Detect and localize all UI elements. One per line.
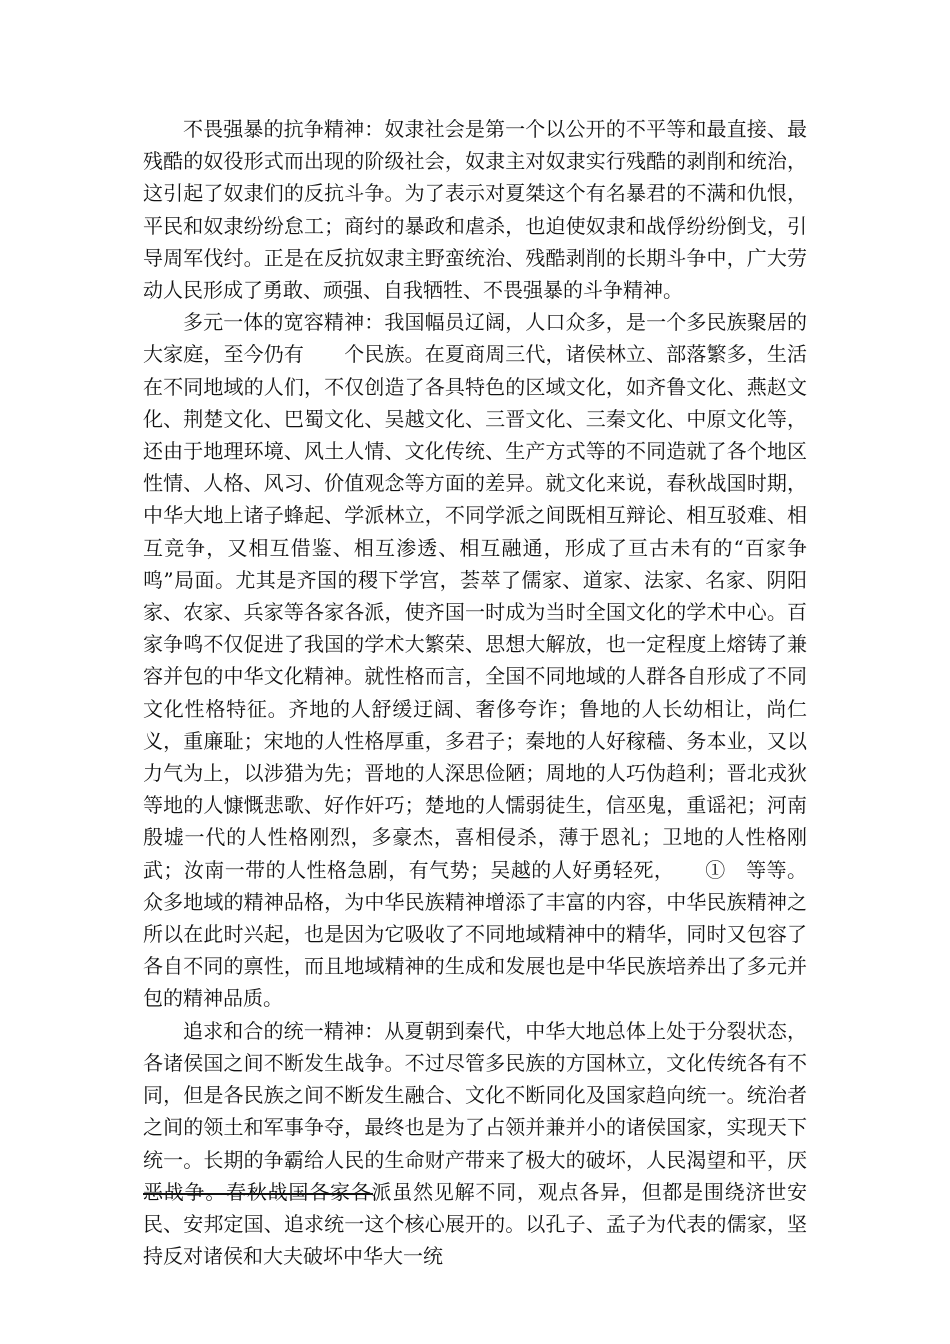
paragraph-resistance-spirit: 不畏强暴的抗争精神：奴隶社会是第一个以公开的不平等和最直接、最残酷的奴役形式而出现的阶级社会，奴隶主对奴隶实行残酷的剥削和统治，这引起了奴隶们的反抗斗争。为了表示对夏桀这个有名暴君的不满和仇恨，平民和奴隶纷纷怠工；商纣的暴政和虐杀，也迫使奴隶和战俘纷纷倒戈，引导周军伐纣。正是在反抗奴隶主野蛮统治、残酷剥削的长期斗争中，广大劳动人民形成了勇敢、顽强、自我牺牲、不畏强暴的斗争精神。 [143,117,807,303]
paragraph-tolerance-spirit: 多元一体的宽容精神：我国幅员辽阔，人口众多，是一个多民族聚居的大家庭，至今仍有 个民族。在夏商周三代，诸侯林立、部落繁多，生活在不同地域的人们，不仅创造了各具特色的区域文化，如齐鲁文化、燕赵文化、荆楚文化、巴蜀文化、吴越文化、三晋文化、三秦文化、中原文化等，还由于地理环境、风土人情、文化传统、生产方式等的不同造就了各个地区性情、人格、风习、价值观念等方面的差异。就文化来说，春秋战国时期，中华大地上诸子蜂起、学派林立，不同学派之间既相互辩论、相互驳难、相互竞争，又相互借鉴、相互渗透、相互融通，形成了亘古未有的“百家争鸣”局面。尤其是齐国的稷下学宫，荟萃了儒家、道家、法家、名家、阴阳家、农家、兵家等各家各派，使齐国一时成为当时全国文化的学术中心。百家争鸣不仅促进了我国的学术大繁荣、思想大解放，也一定程度上熔铸了兼容并包的中华文化精神。就性格而言，全国不同地域的人群各自形成了不同文化性格特征。齐地的人舒缓迂阔、奢侈夸诈；鲁地的人长幼相让，尚仁义，重廉耻；宋地的人性格厚重，多君子；秦地的人好稼穑、务本业，又以力气为上，以涉猎为先；晋地的人深思俭陋；周地的人巧伪趋利；晋北戎狄等地的人慷慨悲歌、好作奸巧；楚地的人懦弱徒生，信巫鬼，重谣祀；河南殷墟一代的人性格刚烈，多豪杰，喜相侵杀，薄于恩礼；卫地的人性格刚武；汝南一带的人性格急剧，有气势；吴越的人好勇轻死， ① 等等。众多地域的精神品格，为中华民族精神增添了丰富的内容，中华民族精神之所以在此时兴起，也是因为它吸收了不同地域精神中的精华，同时又包容了各自不同的禀性，而且地域精神的生成和发展也是中华民族培养出了多元并包的精神品质。 [143,310,807,1011]
footnote-divider [143,1193,373,1195]
paragraph-unity-spirit: 追求和合的统一精神：从夏朝到秦代，中华大地总体上处于分裂状态，各诸侯国之间不断发生战争。不过尽管多民族的方国林立，文化传统各有不同，但是各民族之间不断发生融合、文化不断同化及国家趋向统一。统治者之间的领土和军事争夺，最终也是为了占领并兼并小的诸侯国家，实现天下统一。长期的争霸给人民的生命财产带来了极大的破坏，人民渴望和平，厌恶战争。春秋战国各家各派虽然见解不同，观点各异，但都是围绕济世安民、安邦定国、追求统一这个核心展开的。以孔子、孟子为代表的儒家，坚持反对诸侯和大夫破坏中华大一统 [143,1018,807,1269]
document-body [143,113,807,1272]
